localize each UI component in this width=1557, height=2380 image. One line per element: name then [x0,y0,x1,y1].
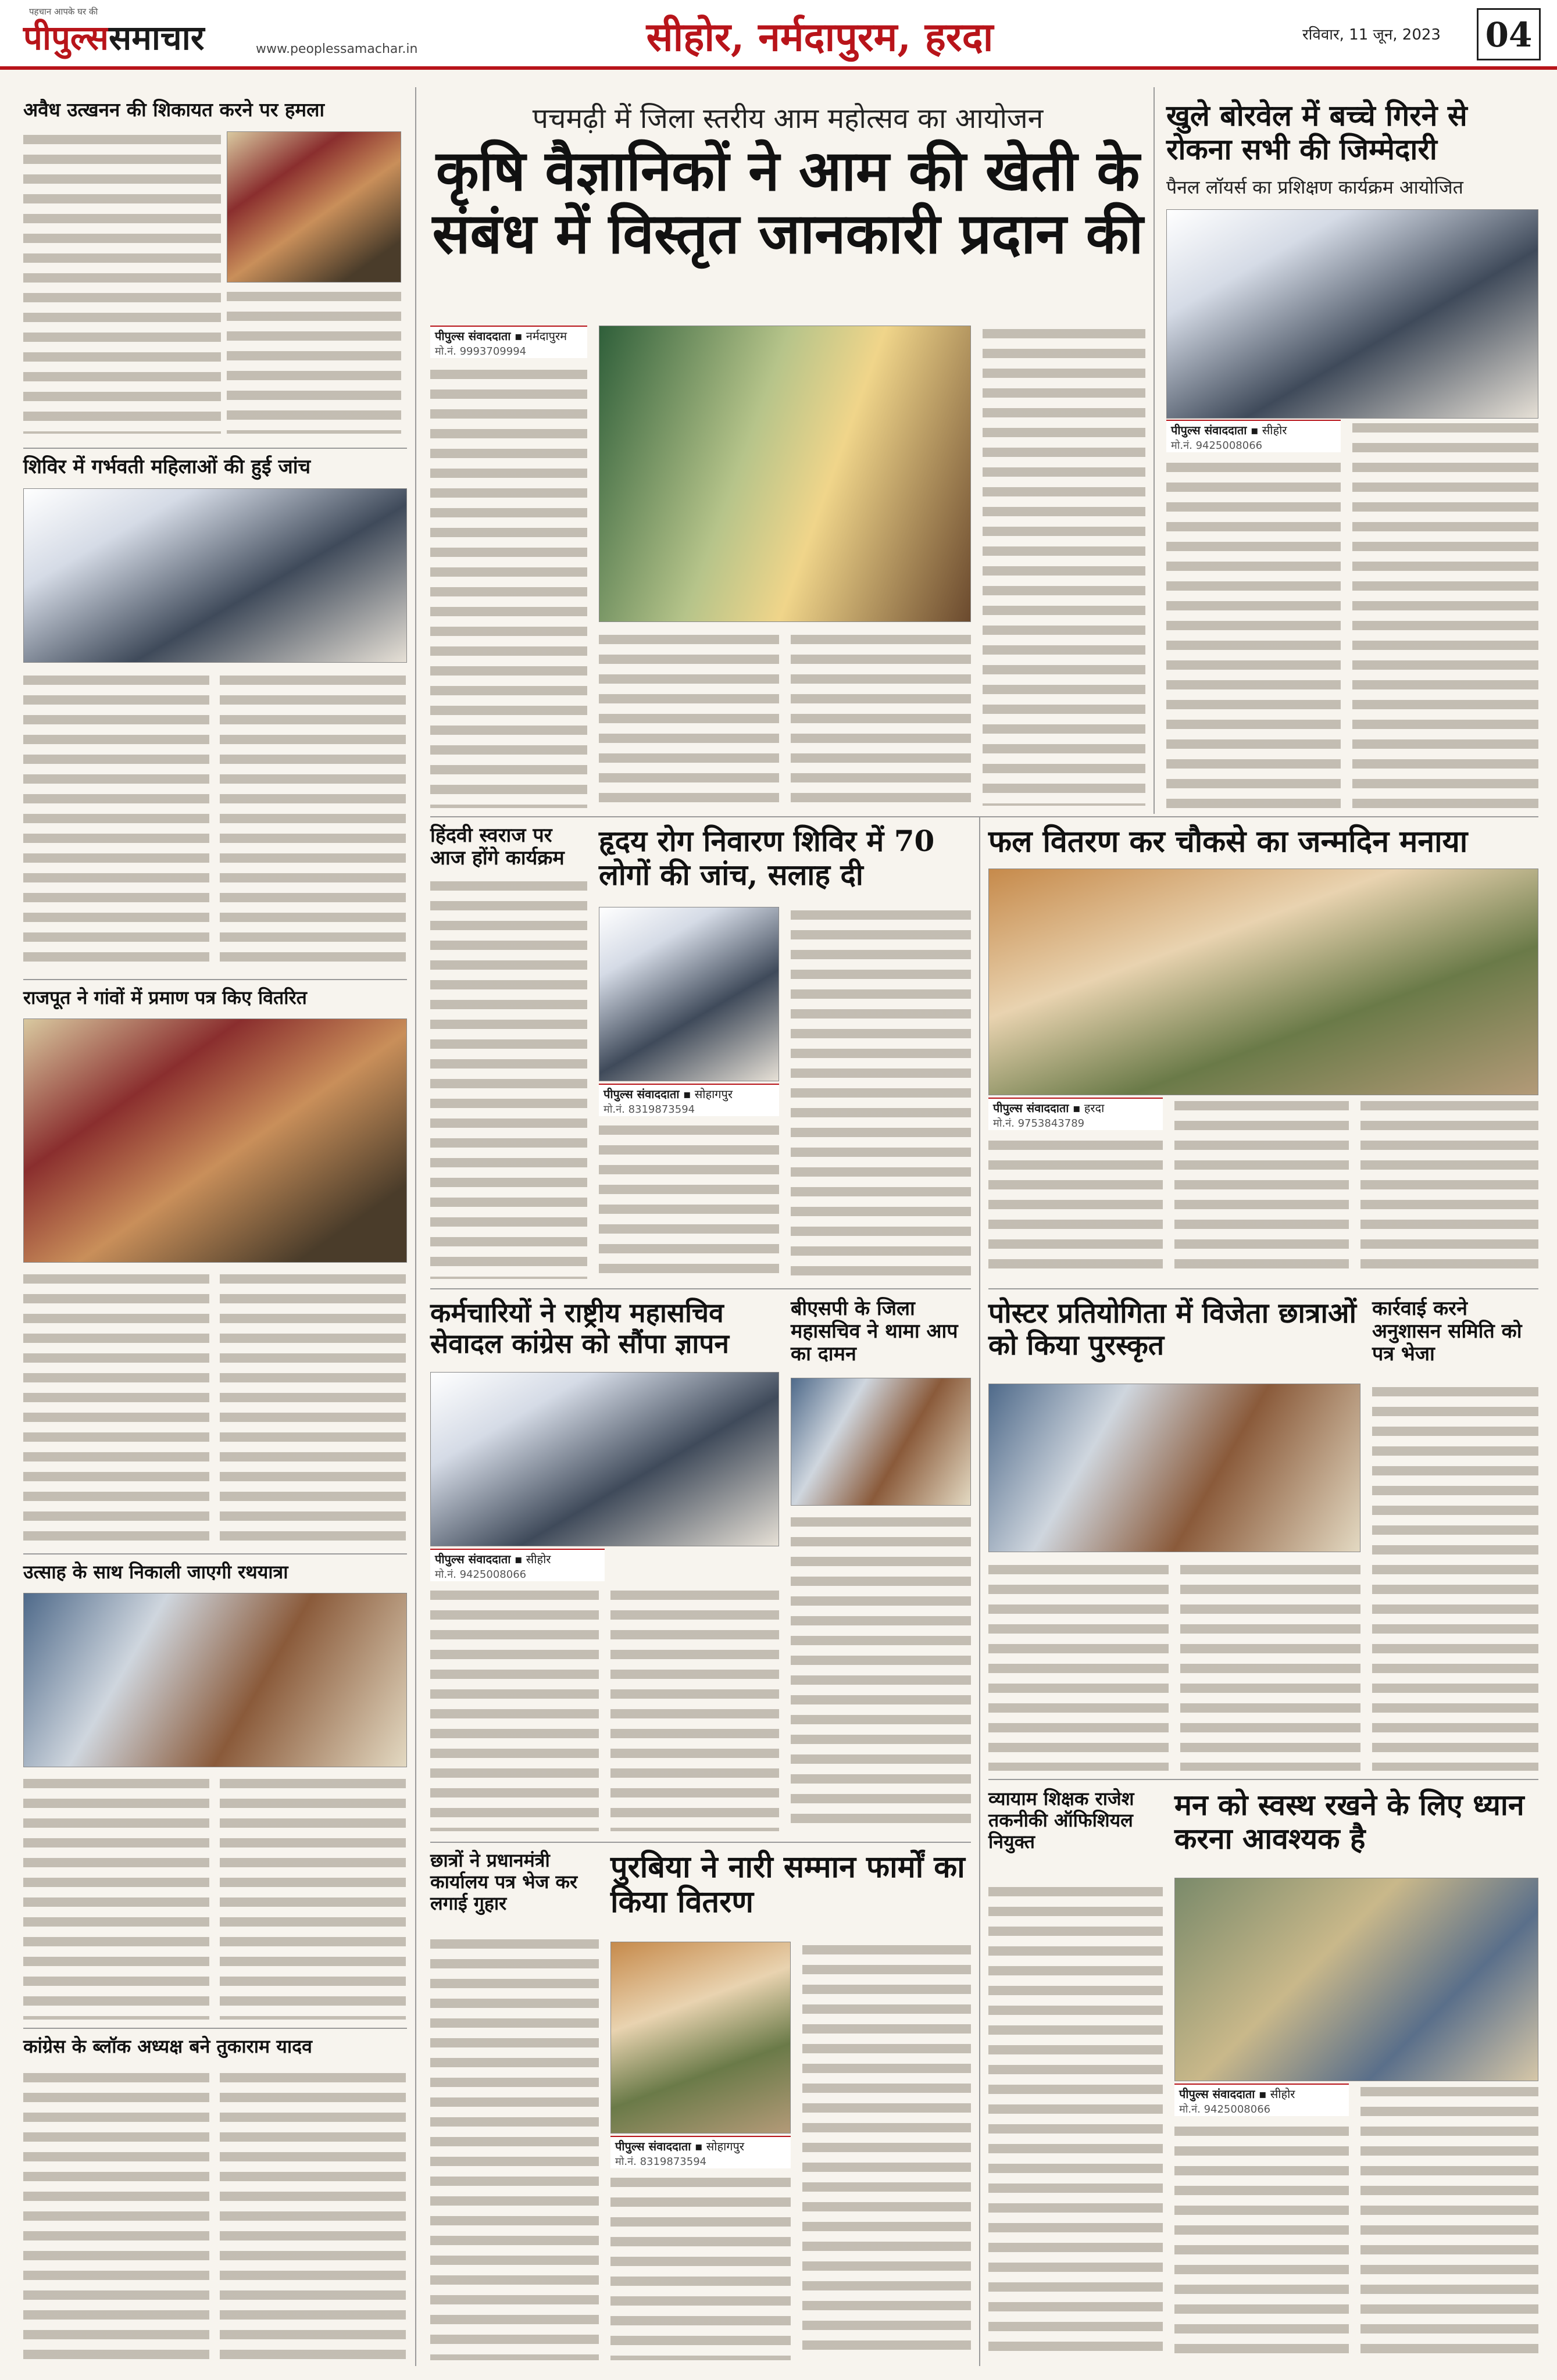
headline-hindvi: हिंदवी स्वराज पर आज होंगे कार्यक्रम [430,824,565,870]
byline-nari: पीपुल्स संवाददाता ▪ सोहागपुर मो.नं. 8319873594 [610,2136,791,2168]
headline-students-pm: छात्रों ने प्रधानमंत्री कार्यालय पत्र भेज कर लगाई गुहार [430,1849,578,1914]
headline-heart-camp: हृदय रोग निवारण शिविर में 70 लोगों की जांच, सलाह दी [599,824,935,892]
website-url[interactable]: www.peoplessamachar.in [256,42,418,56]
story-photo [430,1372,779,1546]
paper-name: पीपुल्ससमाचार [23,18,205,58]
story-photo [791,1378,971,1506]
byline-borewell: पीपुल्स संवाददाता ▪ सीहोर मो.नं. 9425008066 [1166,420,1341,452]
story-text [599,1122,779,1279]
story-text [220,2070,406,2360]
story-photo [610,1942,791,2134]
headline-borewell: खुले बोरवेल में बच्चे गिरने से रोकना सभी की जिम्मेदारी [1166,98,1467,166]
headline-poster: पोस्टर प्रतियोगिता में विजेता छात्राओं को किया पुरस्कृत [988,1297,1356,1362]
story-photo [599,326,971,622]
story-text [802,1942,971,2360]
column-rule [1154,87,1155,814]
story-text [227,288,401,434]
issue-date: रविवार, 11 जून, 2023 [1302,26,1441,44]
page-number: 04 [1477,8,1541,60]
story-text [988,1137,1163,1279]
headline-certificates: राजपूत ने गांवों में प्रमाण पत्र किए वितरित [23,987,307,1009]
story-photo [1166,209,1538,419]
story-text [988,1561,1169,1771]
headline-nari: पुरबिया ने नारी सम्मान फार्मों का किया वितरण [610,1849,965,1920]
story-text [1174,2123,1349,2360]
story-text [1372,1384,1538,1771]
headline-congress-block: कांग्रेस के ब्लॉक अध्यक्ष बने तुकाराम यादव [23,2035,312,2057]
divider [430,1842,971,1843]
column-rule [415,87,416,2366]
divider [23,448,407,449]
story-text [983,326,1145,806]
story-text [1174,1098,1349,1279]
story-text [23,131,221,434]
story-text [1360,1098,1538,1279]
story-text [791,1514,971,1831]
story-photo [988,1384,1360,1552]
story-text [610,2174,791,2360]
story-text [1360,2084,1538,2360]
story-text [220,1271,406,1544]
story-text [599,631,779,806]
story-photo [988,869,1538,1095]
headline-action: कार्रवाई करने अनुशासन समिति को पत्र भेजा [1372,1297,1522,1366]
story-photo [1174,1878,1538,2081]
divider [23,1553,407,1554]
region-title: सीहोर, नर्मदापुरम, हरदा [646,14,994,60]
divider [988,1288,1538,1289]
byline-memo: पीपुल्स संवाददाता ▪ सीहोर मो.नं. 9425008066 [430,1549,605,1581]
story-text [1166,459,1341,808]
story-photo [23,1019,407,1263]
story-text [23,2070,209,2360]
divider [988,1779,1538,1780]
story-text [23,672,209,969]
headline-pregnant-camp: शिविर में गर्भवती महिलाओं की हुई जांच [23,455,311,478]
story-text [23,1775,209,2020]
story-photo [23,1593,407,1767]
story-text [220,672,406,969]
story-text [791,907,971,1279]
byline-mind: पीपुल्स संवाददाता ▪ सीहोर मो.नं. 9425008066 [1174,2084,1349,2116]
divider [23,2028,407,2029]
byline-mango: पीपुल्स संवाददाता ▪ नर्मदापुरम मो.नं. 9993709994 [430,326,587,358]
story-photo [599,907,779,1081]
story-photo [23,488,407,663]
headline-rathyatra: उत्साह के साथ निकाली जाएगी रथयात्रा [23,1561,288,1583]
story-text [1352,420,1538,808]
story-text [430,1587,599,1831]
divider [988,816,1538,817]
story-text [610,1587,779,1831]
byline-fruit: पीपुल्स संवाददाता ▪ हरदा मो.नं. 9753843789 [988,1098,1163,1130]
headline-mind: मन को स्वस्थ रखने के लिए ध्यान करना आवश्यक है [1174,1788,1524,1856]
headline-coach: व्यायाम शिक्षक राजेश तकनीकी ऑफिशियल नियुक्त [988,1788,1134,1853]
divider [23,979,407,980]
story-text [220,1775,406,2020]
story-text [1180,1561,1360,1771]
story-text [430,366,587,808]
story-photo [227,131,401,283]
headline-bsp: बीएसपी के जिला महासचिव ने थामा आप का दामन [791,1297,958,1366]
headline-mango: कृषि वैज्ञानिकों ने आम की खेती के संबंध में विस्तृत जानकारी प्रदान की [432,138,1144,266]
headline-illegal-mining: अवैध उत्खनन की शिकायत करने पर हमला [23,98,325,121]
kicker-mango: पचमढ़ी में जिला स्तरीय आम महोत्सव का आयोजन [532,102,1044,135]
story-text [988,1884,1163,2360]
tagline: पहचान आपके घर की [29,6,98,17]
story-text [23,1271,209,1544]
paper-logo [23,6,267,64]
story-text [430,878,587,1279]
headline-memo: कर्मचारियों ने राष्ट्रीय महासचिव सेवादल कांग्रेस को सौंपा ज्ञापन [430,1297,729,1359]
story-text [791,631,971,806]
headline-fruit: फल वितरण कर चौकसे का जन्मदिन मनाया [988,824,1468,859]
divider [430,1288,971,1289]
subhead-borewell: पैनल लॉयर्स का प्रशिक्षण कार्यक्रम आयोजित [1166,176,1463,198]
story-text [430,1936,599,2360]
column-rule [979,816,980,2366]
byline-heart-camp: पीपुल्स संवाददाता ▪ सोहागपुर मो.नं. 8319873594 [599,1084,779,1116]
